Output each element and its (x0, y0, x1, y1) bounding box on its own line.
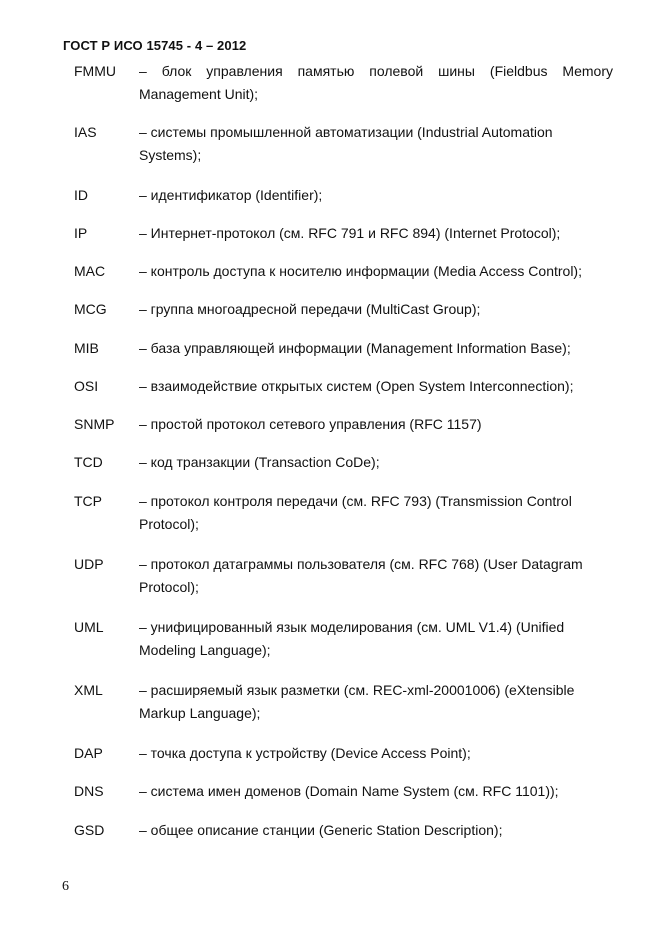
abbreviation-term: DAP (74, 745, 103, 761)
abbreviation-term: SNMP (74, 416, 115, 432)
abbreviation-definition: – идентификатор (Identifier); (139, 187, 323, 203)
abbreviation-definition: – системы промышленной автоматизации (Industrial Automation Systems); (139, 124, 553, 163)
abbreviation-term: GSD (74, 822, 105, 838)
abbreviation-definition: – точка доступа к устройству (Device Access Point); (139, 745, 471, 761)
abbreviation-term: UML (74, 619, 104, 635)
abbreviation-term: XML (74, 682, 103, 698)
page-header: ГОСТ Р ИСО 15745 - 4 – 2012 (63, 38, 247, 53)
abbreviation-term: TCD (74, 454, 103, 470)
abbreviation-definition: – общее описание станции (Generic Station Description); (139, 822, 503, 838)
abbreviation-definition: – простой протокол сетевого управления (RFC 1157) (139, 416, 482, 432)
abbreviation-term: UDP (74, 556, 104, 572)
abbreviation-term: IAS (74, 124, 97, 140)
abbreviation-term: TCP (74, 493, 102, 509)
abbreviation-definition: – расширяемый язык разметки (см. REC-xml-20001006) (eXtensible Markup Language); (139, 682, 575, 721)
abbreviation-term: MAC (74, 263, 106, 279)
abbreviation-definition: – взаимодействие открытых систем (Open System Interconnection); (139, 378, 574, 394)
abbreviation-term: FMMU (74, 63, 116, 79)
abbreviation-definition: – система имен доменов (Domain Name System (см. RFC 1101)); (139, 783, 559, 799)
abbreviation-definition: – группа многоадресной передачи (MultiCast Group); (139, 301, 481, 317)
abbreviation-term: ID (74, 187, 88, 203)
abbreviation-definition: – база управляющей информации (Management Information Base); (139, 340, 571, 356)
abbreviation-term: IP (74, 225, 88, 241)
abbreviation-term: OSI (74, 378, 99, 394)
abbreviation-definition: – контроль доступа к носителю информации (Media Access Control); (139, 263, 582, 279)
abbreviation-definition: – унифицированный язык моделирования (см. UML V1.4) (Unified Modeling Language); (139, 619, 565, 658)
abbreviation-definition: – блок управления памятью полевой шины (Fieldbus Memory Management Unit); (139, 63, 613, 102)
page-number: 6 (62, 879, 69, 894)
abbreviation-term: MIB (74, 340, 99, 356)
abbreviation-term: MCG (74, 301, 107, 317)
abbreviation-definition: – код транзакции (Transaction CoDe); (139, 454, 380, 470)
abbreviation-definition: – протокол контроля передачи (см. RFC 793) (Transmission Control Protocol); (139, 493, 572, 532)
abbreviation-definition: – Интернет-протокол (см. RFC 791 и RFC 894) (Internet Protocol); (139, 225, 561, 241)
abbreviation-definition: – протокол датаграммы пользователя (см. RFC 768) (User Datagram Protocol); (139, 556, 583, 595)
abbreviation-term: DNS (74, 783, 104, 799)
